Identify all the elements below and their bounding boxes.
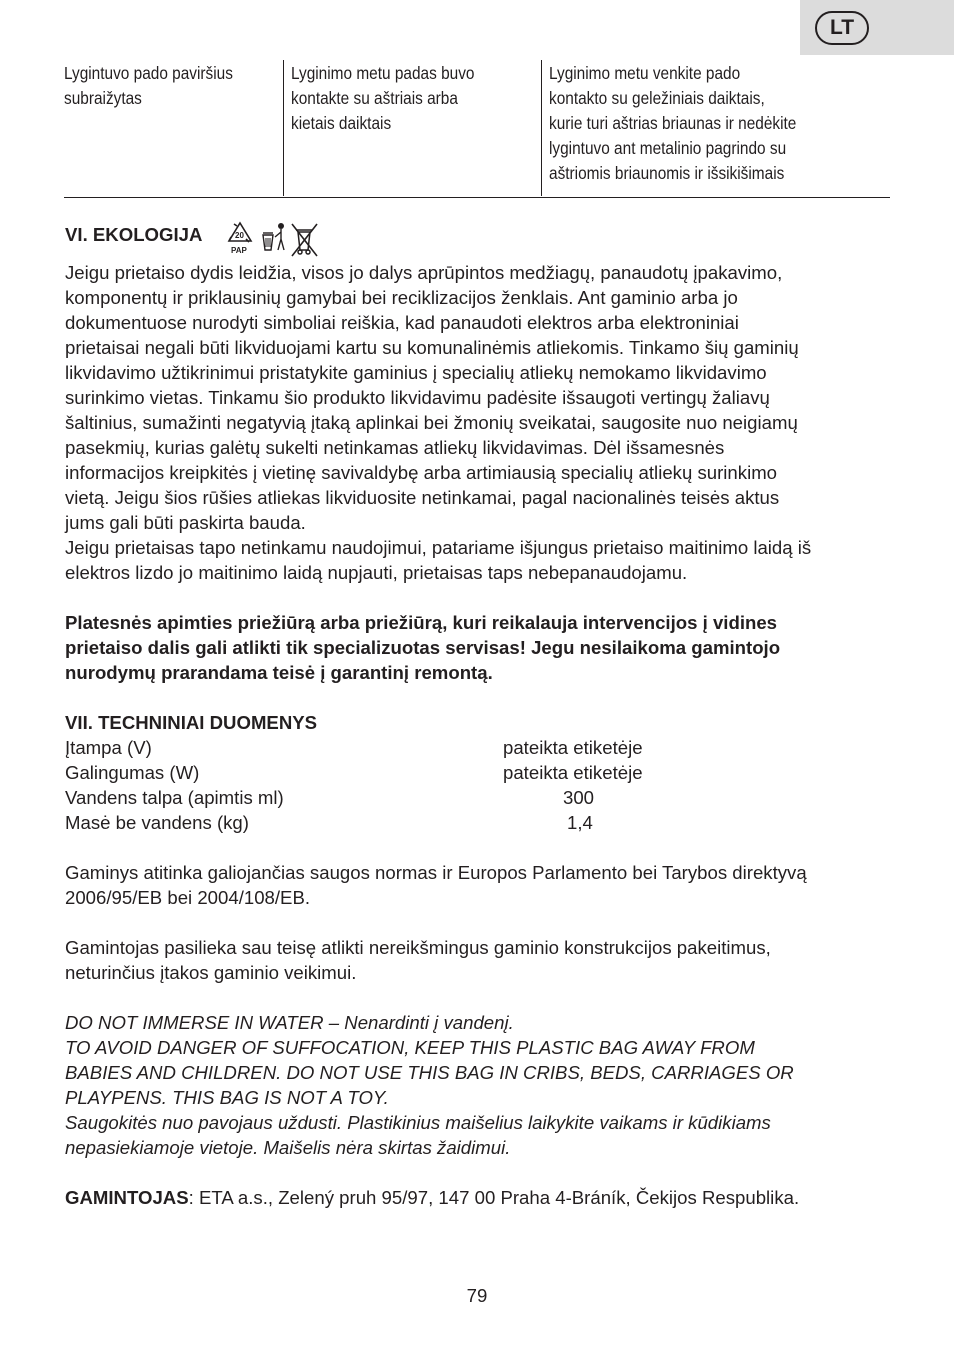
table-cell-line: Lyginimo metu venkite pado [549,63,741,83]
litter-bin-icon [263,223,284,250]
paragraph-line: 2006/95/EB bei 2004/108/EB. [65,887,311,908]
table-cell-line: Lyginimo metu padas buvo [291,63,475,83]
paragraph-line: prietaiso dalis gali atlikti tik specializuotas servisas! Jegu nesilaikoma gamintojo [65,637,781,658]
table-cell-line: Lygintuvo pado paviršius [64,63,233,83]
language-code-badge: LT [815,11,869,45]
crossed-bin-icon [292,224,317,256]
table-cell-line: kurie turi aštrias briaunas ir nedėkite [549,113,797,133]
svg-text:20: 20 [235,231,244,240]
paragraph-line: jums gali būti paskirta bauda. [65,512,306,533]
paragraph-line: nurodymų prarandama teisė į garantinį remontą. [65,662,493,683]
spec-value: pateikta etiketėje [503,737,643,758]
table-cell-line: subraižytas [64,88,142,108]
manufacturer-label: GAMINTOJAS [65,1187,189,1208]
paragraph-line: DO NOT IMMERSE IN WATER – Nenardinti į vandenį. [65,1012,514,1033]
paragraph-line: komponentų ir priklausinių gamybai bei reciklizacijos ženklais. Ant gaminio arba jo [65,287,738,308]
spec-label: Masė be vandens (kg) [65,812,249,833]
paragraph-line: Gamintojas pasilieka sau teisę atlikti nereikšmingus gaminio konstrukcijos pakeitimus, [65,937,771,958]
page-number: 79 [466,1285,488,1306]
paragraph-line: Saugokitės nuo pavojaus uždusti. Plastikinius maišelius laikykite vaikams ir kūdikiams [65,1112,771,1133]
safety-notice [65,1010,895,1160]
eco-symbols-svg [226,220,322,258]
table-cell-line: lygintuvo ant metalinio pagrindo su [549,138,787,158]
paragraph-line: Jeigu prietaisas tapo netinkamu naudojimui, patariame išjungus prietaiso maitinimo laidą iš [65,537,812,558]
ecology-paragraph [65,260,895,585]
table-cell-line: kontakte su aštriais arba [291,88,458,108]
paragraph-line: neturinčius įtakos gaminio veikimui. [65,962,357,983]
paragraph-line: Gaminys atitinka galiojančias saugos normas ir Europos Parlamento bei Tarybos direktyvą [65,862,807,883]
spec-value: 300 [563,787,595,808]
ecology-icons [226,220,322,258]
paragraph-line: Platesnės apimties priežiūrą arba priežiūrą, kuri reikalauja intervencijos į vidines [65,612,778,633]
paragraph-line: šaltinius, sumažinti negatyvią įtaką aplinkai bei žmonių sveikatai, saugosite nuo neigiamų [65,412,798,433]
spec-label: Galingumas (W) [65,762,200,783]
paragraph-line: Jeigu prietaiso dydis leidžia, visos jo dalys aprūpintos medžiagų, panaudotų įpakavimo, [65,262,783,283]
paragraph-line: BABIES AND CHILDREN. DO NOT USE THIS BAG IN CRIBS, BEDS, CARRIAGES OR [65,1062,794,1083]
table-cell-problem [64,60,284,196]
paragraph-line: PLAYPENS. THIS BAG IS NOT A TOY. [65,1087,389,1108]
service-warning [65,610,895,685]
spec-value: 1,4 [567,812,593,833]
svg-text:PAP: PAP [231,246,247,255]
recycle-pap-icon [229,223,251,255]
table-cell-line: kontakto su geležiniais daiktais, [549,88,765,108]
paragraph-line: TO AVOID DANGER OF SUFFOCATION, KEEP THIS PLASTIC BAG AWAY FROM [65,1037,755,1058]
language-tab [800,0,954,55]
manufacturer-line [65,1185,895,1210]
table-cell-cause [283,60,542,196]
paragraph-line: informacijos kreipkitės į vietinę savivaldybę arba artimiausią specialių atliekų surinkimo [65,462,778,483]
compliance-paragraph [65,860,895,910]
paragraph-line: elektros lizdo jo maitinimo laidą nupjauti, prietaisas taps nebepanaudojamu. [65,562,688,583]
paragraph-line: pasekmių, kurias galėtų sukelti netinkamas atliekų likvidavimas. Dėl išsamesnės [65,437,725,458]
spec-label: Vandens talpa (apimtis ml) [65,787,284,808]
paragraph-line: dokumentuose nurodyti simboliai reiškia, kad panaudoti elektros arba elektroniniai [65,312,739,333]
table-cell-solution [541,60,890,196]
manufacturer-address: : ETA a.s., Zelený pruh 95/97, 147 00 Praha 4-Bráník, Čekijos Respublika. [188,1187,800,1208]
paragraph-line: surinkimo vietas. Tinkamu šio produkto likvidavimu padėsite išsaugoti vertingų žaliavų [65,387,770,408]
manufacturer-rights-paragraph [65,935,895,985]
paragraph-line: likvidavimo užtikrinimui pristatykite gaminius į specialių atliekų nemokamo likvidavimo [65,362,767,383]
technical-heading: VII. TECHNINIAI DUOMENYS [65,712,318,733]
spec-value: pateikta etiketėje [503,762,643,783]
ecology-heading: VI. EKOLOGIJA [65,224,203,245]
paragraph-line: vietą. Jeigu šios rūšies atliekas likviduosite netinkamai, pagal nacionalinės teisės aktus [65,487,780,508]
paragraph-line: prietaisai negali būti likviduojami kartu su komunalinėmis atliekomis. Tinkamo šių gaminių [65,337,799,358]
paragraph-line: nepasiekiamoje vietoje. Maišelis nėra skirtas žaidimui. [65,1137,511,1158]
table-cell-line: aštriomis briaunomis ir išsikišimais [549,163,785,183]
troubleshooting-table [64,60,890,198]
spec-label: Įtampa (V) [65,737,152,758]
table-cell-line: kietais daiktais [291,113,392,133]
